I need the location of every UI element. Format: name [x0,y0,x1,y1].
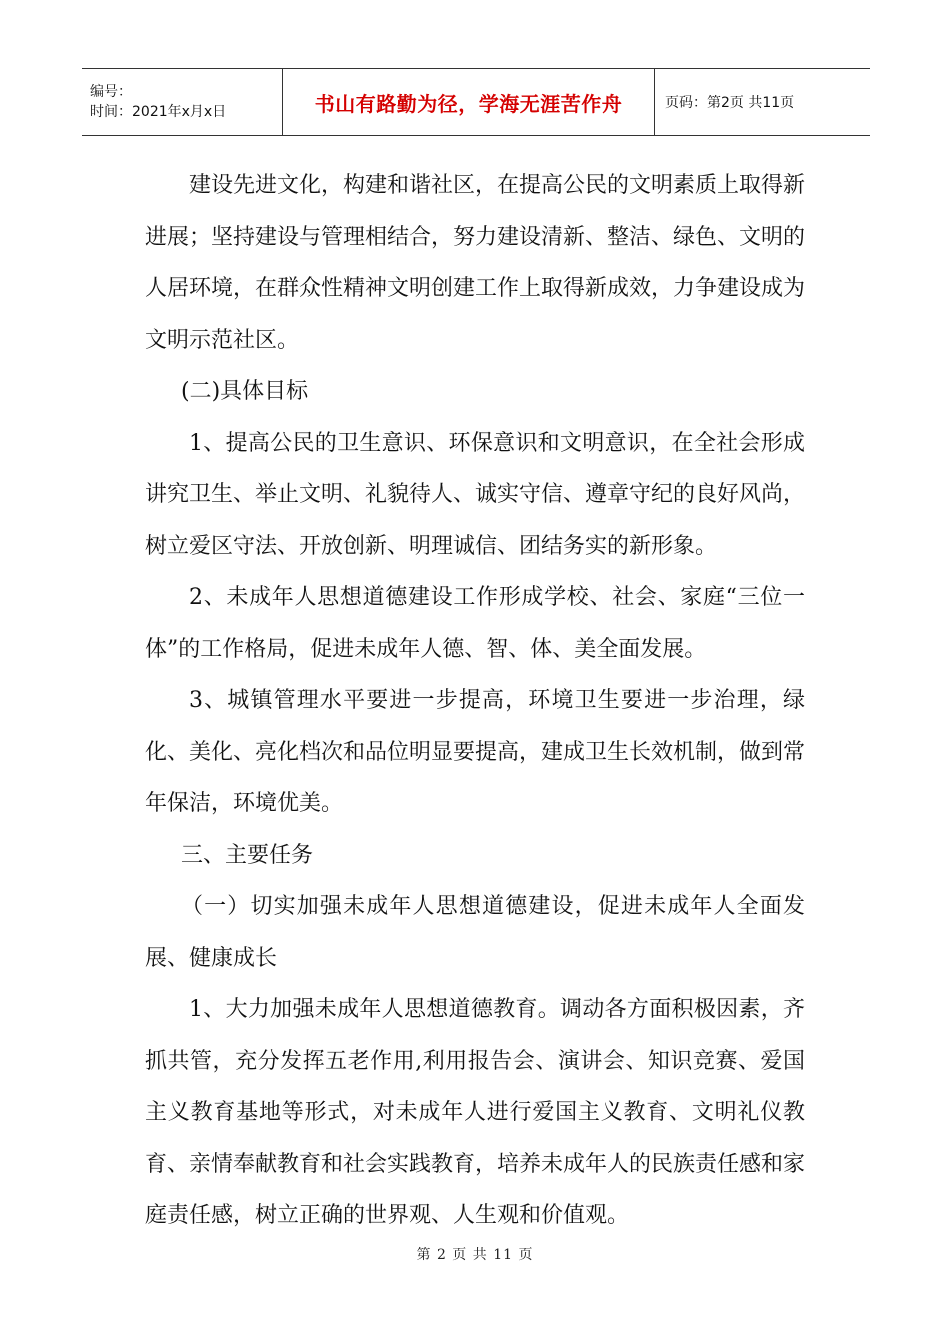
page-header [82,68,870,136]
header-page-info: 页码：第2页 共11页 [665,95,795,111]
body-paragraph: 建设先进文化，构建和谐社区，在提高公民的文明素质上取得新进展；坚持建设与管理相结合，努力建设清新、整洁、绿色、文明的人居环境，在群众性精神文明创建工作上取得新成效，力争建设成为文明示范社区。 [145,173,806,353]
document-time-label: 时间：2021年x月x日 [90,104,227,120]
subsection-heading: （一）切实加强未成年人思想道德建设，促进未成年人全面发展、健康成长 [145,894,805,971]
body-paragraph: 1、大力加强未成年人思想道德教育。调动各方面积极因素，齐抓共管，充分发挥五老作用,利用报告会、演讲会、知识竞赛、爱国主义教育基地等形式，对未成年人进行爱国主义教育、文明礼仪教育、亲情奉献教育和社会实践教育，培养未成年人的民族责任感和家庭责任感，树立正确的世界观、人生观和价值观。 [145,997,806,1228]
document-number-label: 编号： [90,84,132,100]
section-heading: (二)具体目标 [181,379,309,404]
body-paragraph: 3、城镇管理水平要进一步提高，环境卫生要进一步治理，绿化、美化、亮化档次和品位明显要提高，建成卫生长效机制，做到常年保洁，环境优美。 [145,688,806,816]
section-heading: 三、主要任务 [181,842,314,868]
body-paragraph: 2、未成年人思想道德建设工作形成学校、社会、家庭“三位一体”的工作格局，促进未成年人德、智、体、美全面发展。 [145,585,805,662]
header-meta [82,69,283,135]
document-body [145,160,805,1242]
header-motto: 书山有路勤为径，学海无涯苦作舟 [314,91,623,116]
body-paragraph: 1、提高公民的卫生意识、环保意识和文明意识，在全社会形成讲究卫生、举止文明、礼貌待人、诚实守信、遵章守纪的良好风尚，树立爱区守法、开放创新、明理诚信、团结务实的新形象。 [145,430,806,559]
page-footer: 第 2 页 共 11 页 [416,1247,534,1263]
header-motto-cell [283,69,655,135]
